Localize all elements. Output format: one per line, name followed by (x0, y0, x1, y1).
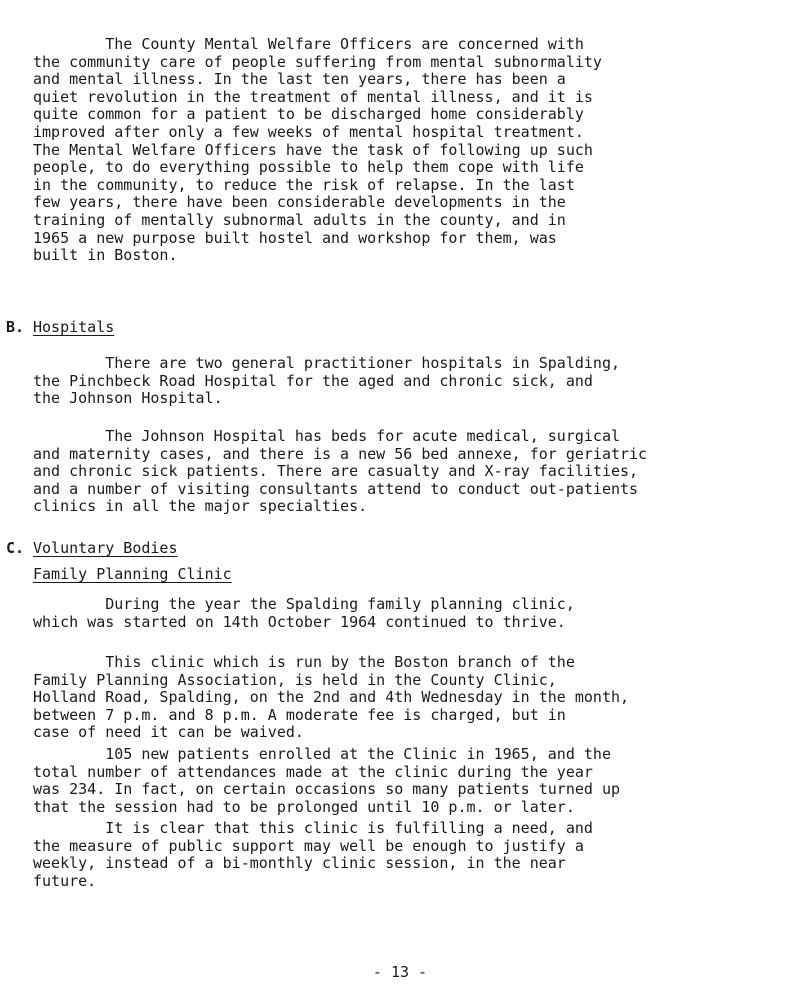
text-line: and chronic sick patients. There are casualty and X-ray facilities, (33, 462, 639, 481)
section-c-paragraph-3 (33, 746, 788, 816)
section-c-marker: C. (6, 539, 25, 557)
section-c-paragraph-4 (33, 820, 788, 890)
text-line: and mental illness. In the last ten years, there has been a (33, 70, 566, 89)
text-line: quiet revolution in the treatment of mental illness, and it is (33, 87, 593, 106)
text-line: This clinic which is run by the Boston branch of the (33, 653, 575, 671)
text-line: few years, there have been considerable developments in the (33, 193, 566, 212)
text-line: the community care of people suffering from mental subnormality (33, 52, 602, 71)
text-line: that the session had to be prolonged until 10 p.m. or later. (33, 797, 575, 816)
text-line: There are two general practitioner hospitals in Spalding, (33, 354, 620, 372)
section-c-subheading: Family Planning Clinic (33, 565, 232, 583)
text-line: improved after only a few weeks of mental hospital treatment. (33, 122, 584, 141)
text-line: and maternity cases, and there is a new 56 bed annexe, for geriatric (33, 444, 648, 463)
intro-paragraph (33, 36, 788, 265)
text-line: and a number of visiting consultants attend to conduct out-patients (33, 479, 639, 498)
section-c-heading: Voluntary Bodies (33, 539, 178, 557)
section-b-heading: Hospitals (33, 318, 115, 336)
section-b-marker: B. (6, 318, 25, 336)
text-line: During the year the Spalding family planning clinic, (33, 595, 575, 613)
section-c-paragraph-1 (33, 596, 788, 631)
text-line: which was started on 14th October 1964 continued to thrive. (33, 612, 566, 631)
text-line: total number of attendances made at the clinic during the year (33, 762, 593, 781)
text-line: in the community, to reduce the risk of relapse. In the last (33, 175, 575, 194)
text-line: between 7 p.m. and 8 p.m. A moderate fee is charged, but in (33, 705, 566, 724)
page-number: - 13 - (372, 963, 428, 981)
text-line: people, to do everything possible to help them cope with life (33, 158, 584, 177)
text-line: the Johnson Hospital. (33, 389, 223, 408)
text-line: It is clear that this clinic is fulfilling a need, and (33, 819, 593, 837)
text-line: weekly, instead of a bi-monthly clinic session, in the near (33, 854, 566, 873)
text-line: the Pinchbeck Road Hospital for the aged and chronic sick, and (33, 371, 593, 390)
text-line: Family Planning Association, is held in the County Clinic, (33, 670, 557, 689)
section-b-paragraph-2 (33, 428, 788, 516)
text-line: was 234. In fact, on certain occasions so many patients turned up (33, 780, 620, 799)
text-line: clinics in all the major specialties. (33, 497, 368, 516)
text-line: 105 new patients enrolled at the Clinic in 1965, and the (33, 745, 611, 763)
text-line: training of mentally subnormal adults in the county, and in (33, 210, 566, 229)
text-line: The County Mental Welfare Officers are concerned with (33, 35, 584, 53)
text-line: The Johnson Hospital has beds for acute medical, surgical (33, 427, 620, 445)
text-line: The Mental Welfare Officers have the task of following up such (33, 140, 593, 159)
section-b-paragraph-1 (33, 355, 788, 408)
text-line: Holland Road, Spalding, on the 2nd and 4th Wednesday in the month, (33, 688, 630, 707)
text-line: future. (33, 871, 97, 890)
section-c-paragraph-2 (33, 654, 788, 742)
text-line: built in Boston. (33, 246, 178, 265)
text-line: quite common for a patient to be discharged home considerably (33, 105, 584, 124)
text-line: the measure of public support may well be enough to justify a (33, 836, 584, 855)
text-line: case of need it can be waived. (33, 723, 304, 742)
text-line: 1965 a new purpose built hostel and workshop for them, was (33, 228, 557, 247)
